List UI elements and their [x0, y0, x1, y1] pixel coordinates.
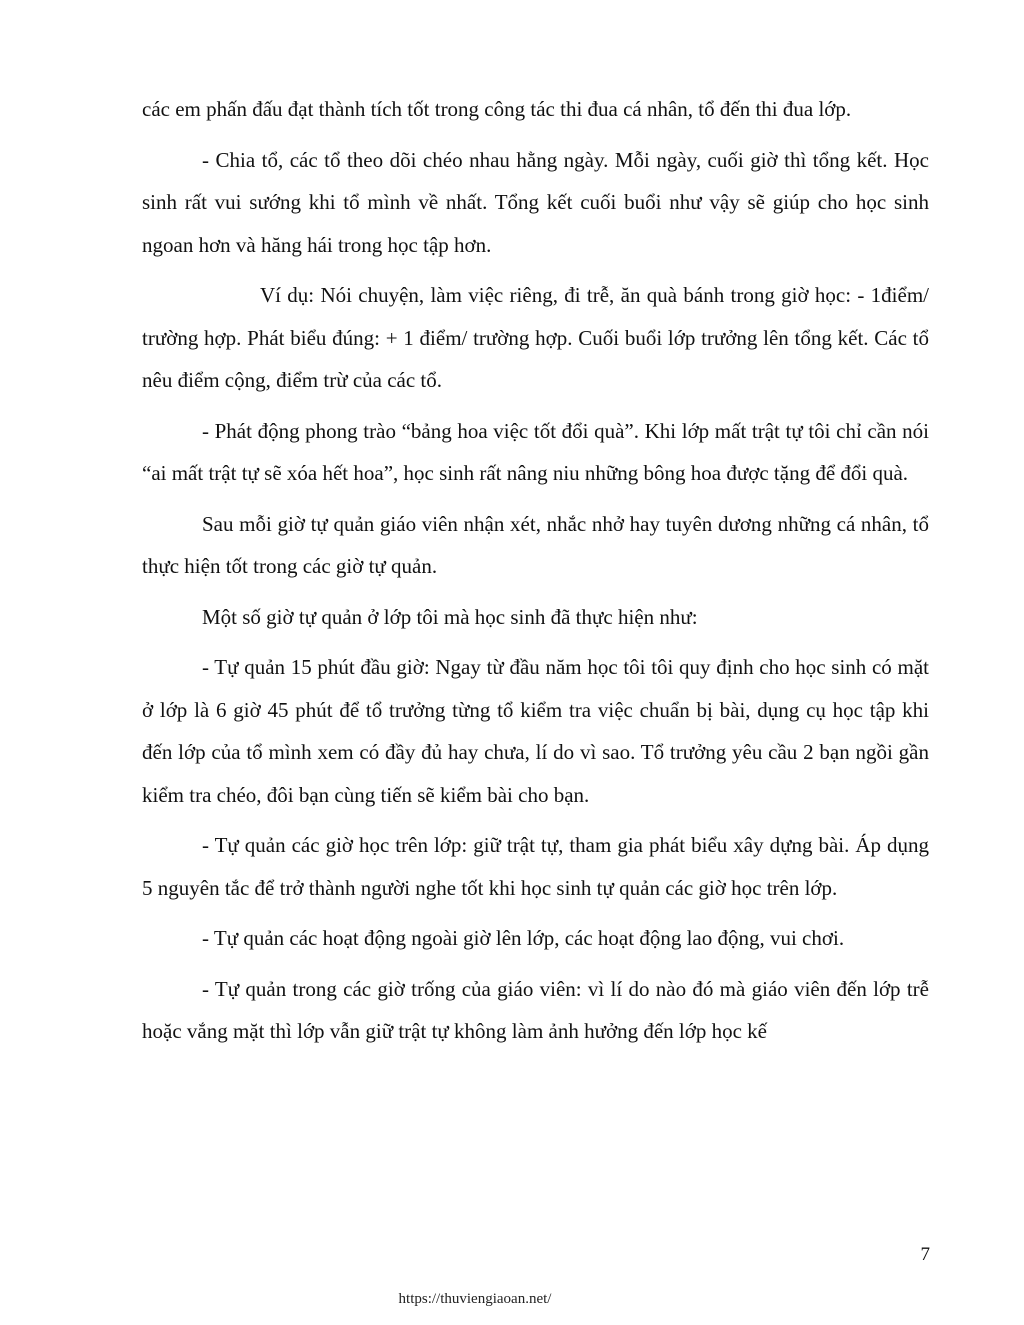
- document-body: [142, 88, 929, 1061]
- page-number: 7: [920, 1244, 930, 1265]
- footer-url[interactable]: https://thuviengiaoan.net/: [398, 1291, 552, 1307]
- paragraph-continuation: các em phấn đấu đạt thành tích tốt trong công tác thi đua cá nhân, tổ đến thi đua lớp.: [142, 97, 852, 121]
- paragraph-phat-dong: - Phát động phong trào “bảng hoa việc tốt đổi quà”. Khi lớp mất trật tự tôi chỉ cần nói “ai mất trật tự sẽ xóa hết hoa”, học sinh rất nâng niu những bông hoa được tặng để đổi quà.: [142, 418, 929, 485]
- paragraph-vi-du: Ví dụ: Nói chuyện, làm việc riêng, đi trễ, ăn quà bánh trong giờ học: - 1điểm/ trường hợp. Phát biểu đúng: + 1 điểm/ trường hợp. Cuối buổi lớp trưởng lên tổng kết. Các tổ nêu điểm cộng, điểm trừ của các tổ.: [142, 283, 929, 392]
- paragraph-gio-trong: - Tự quản trong các giờ trống của giáo viên: vì lí do nào đó mà giáo viên đến lớp trễ hoặc vắng mặt thì lớp vẫn giữ trật tự không làm ảnh hưởng đến lớp học kế: [142, 976, 929, 1043]
- paragraph-chia-to: - Chia tổ, các tổ theo dõi chéo nhau hằng ngày. Mỗi ngày, cuối giờ thì tổng kết. Học sinh rất vui sướng khi tổ mình về nhất. Tổng kết cuối buổi như vậy sẽ giúp cho học sinh ngoan hơn và hăng hái trong học tập hơn.: [142, 147, 929, 257]
- paragraph-15-phut: - Tự quản 15 phút đầu giờ: Ngay từ đầu năm học tôi tôi quy định cho học sinh có mặt ở lớp là 6 giờ 45 phút để tổ trưởng từng tổ kiểm tra việc chuẩn bị bài, dụng cụ học tập khi đến lớp của tổ mình xem có đầy đủ hay chưa, lí do vì sao. Tổ trưởng yêu cầu 2 bạn ngồi gần kiểm tra chéo, đôi bạn cùng tiến sẽ kiểm bài cho bạn.: [142, 655, 929, 807]
- paragraph-gio-hoc: - Tự quản các giờ học trên lớp: giữ trật tự, tham gia phát biểu xây dựng bài. Áp dụng 5 nguyên tắc để trở thành người nghe tốt khi học sinh tự quản các giờ học trên lớp.: [142, 833, 929, 900]
- paragraph-mot-so-gio: Một số giờ tự quản ở lớp tôi mà học sinh đã thực hiện như:: [202, 604, 698, 629]
- paragraph-nhan-xet: Sau mỗi giờ tự quản giáo viên nhận xét, nhắc nhở hay tuyên dương những cá nhân, tổ thực hiện tốt trong các giờ tự quản.: [142, 511, 929, 578]
- paragraph-ngoai-gio: - Tự quản các hoạt động ngoài giờ lên lớp, các hoạt động lao động, vui chơi.: [202, 926, 845, 950]
